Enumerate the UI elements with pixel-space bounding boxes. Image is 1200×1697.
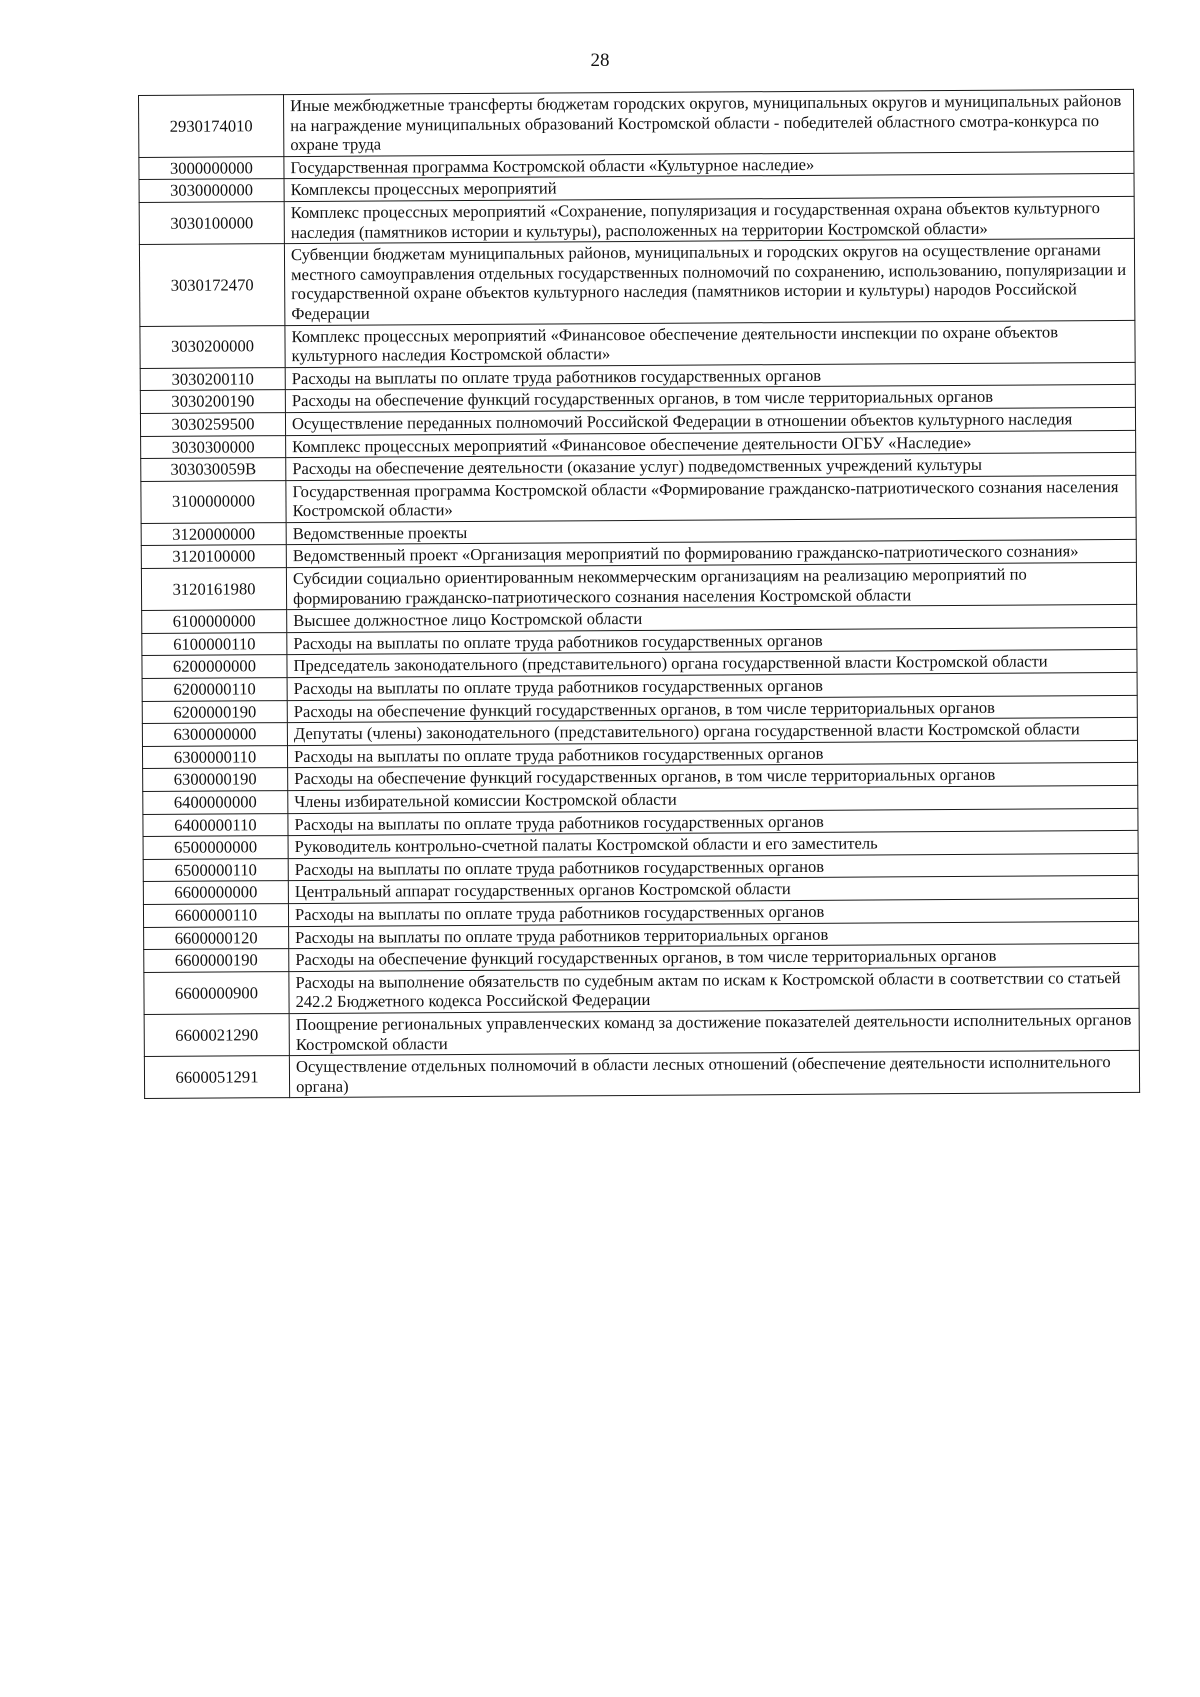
table-row [141, 475, 1136, 523]
row-code: 6200000190 [142, 700, 287, 723]
row-code: 3030000000 [139, 179, 284, 202]
row-code: 6400000110 [143, 813, 288, 836]
row-code: 3120100000 [141, 545, 286, 568]
row-code: 3030200110 [140, 367, 285, 390]
row-description: Расходы на выплаты по оплате труда работников государственных органов [285, 362, 1135, 390]
row-code: 6600000110 [143, 904, 288, 927]
table-row [139, 89, 1134, 157]
row-description: Центральный аппарат государственных органов Костромской области [288, 876, 1138, 904]
row-description: Руководитель контрольно-счетной палаты Костромской области и его заместитель [288, 831, 1138, 859]
row-code: 303030059В [141, 458, 286, 481]
row-code: 6300000000 [142, 723, 287, 746]
row-description: Комплекс процессных мероприятий «Финансовое обеспечение деятельности ОГБУ «Наследие» [286, 430, 1136, 458]
row-description: Расходы на выплаты по оплате труда работников государственных органов [288, 808, 1138, 836]
row-description: Расходы на выплаты по оплате труда работников государственных органов [288, 853, 1138, 881]
row-description: Депутаты (члены) законодательного (представительного) органа государственной власти Костромской области [287, 718, 1137, 746]
row-code: 6300000110 [142, 745, 287, 768]
row-code: 6600000900 [144, 971, 289, 1014]
page-number: 28 [590, 50, 610, 71]
row-code: 6200000110 [142, 678, 287, 701]
row-description: Комплекс процессных мероприятий «Сохранение, популяризация и государственная охрана объектов культурного наследия (памятников истории и культуры), расположенных на территории Костромской области» [284, 196, 1134, 243]
row-code: 3030100000 [139, 202, 284, 245]
row-code: 3030300000 [141, 435, 286, 458]
row-code: 6500000000 [143, 836, 288, 859]
row-description: Расходы на выплаты по оплате труда работников государственных органов [287, 627, 1137, 655]
row-code: 3030259500 [140, 413, 285, 436]
row-description: Расходы на обеспечение функций государственных органов, в том числе территориальных органов [287, 695, 1137, 723]
table-row [139, 196, 1134, 244]
row-description: Расходы на выплаты по оплате труда работников государственных органов [287, 740, 1137, 768]
row-description: Расходы на обеспечение функций государственных органов, в том числе территориальных органов [288, 763, 1138, 791]
row-description: Субвенции бюджетам муниципальных районов, муниципальных и городских округов на осуществление органами местного самоуправления отдельных государственных полномочий по сохранению, использованию, популяризации и государственной охране объектов культурного наследия (памятников истории и культуры) народов Российской Федерации [284, 239, 1134, 326]
row-description: Осуществление переданных полномочий Российской Федерации в отношении объектов культурного наследия [285, 407, 1135, 435]
row-code: 3030200190 [140, 390, 285, 413]
row-description: Субсидии социально ориентированным некоммерческим организациям на реализацию мероприятий по формированию гражданско-патриотического сознания населения Костромской области [286, 562, 1136, 609]
row-description: Высшее должностное лицо Костромской области [287, 605, 1137, 633]
table-body [139, 89, 1140, 1098]
row-description: Расходы на обеспечение функций государственных органов, в том числе территориальных органов [285, 385, 1135, 413]
row-description: Поощрение региональных управленческих команд за достижение показателей деятельности исполнительных органов Костромской области [289, 1008, 1139, 1055]
row-description: Иные межбюджетные трансферты бюджетам городских округов, муниципальных округов и муниципальных районов на награждение муниципальных образований Костромской области - победителей областного смотра-конкурса по охране труда [284, 89, 1134, 156]
row-description: Государственная программа Костромской области «Культурное наследие» [284, 151, 1134, 179]
row-description: Ведомственный проект «Организация мероприятий по формированию гражданско-патриотического сознания» [286, 540, 1136, 568]
row-code: 3120000000 [141, 522, 286, 545]
table-row [140, 320, 1135, 368]
row-code: 3030172470 [139, 244, 284, 326]
row-code: 6400000000 [143, 791, 288, 814]
row-code: 6100000000 [142, 610, 287, 633]
row-code: 6600000000 [143, 881, 288, 904]
row-description: Члены избирательной комиссии Костромской области [288, 785, 1138, 813]
row-description: Государственная программа Костромской области «Формирование гражданско-патриотического сознания населения Костромской области» [286, 475, 1136, 522]
row-description: Ведомственные проекты [286, 517, 1136, 545]
table-row [141, 562, 1136, 610]
row-code: 6100000110 [142, 632, 287, 655]
row-code: 6300000190 [143, 768, 288, 791]
row-description: Расходы на выплаты по оплате труда работников государственных органов [287, 672, 1137, 700]
table-row [144, 1008, 1139, 1056]
row-code: 3100000000 [141, 480, 286, 523]
budget-codes-table [138, 89, 1140, 1099]
row-code: 6200000000 [142, 655, 287, 678]
row-description: Расходы на выполнение обязательств по судебным актам по искам к Костромской области в соответствии со статьей 242.2 Бюджетного кодекса Российской Федерации [289, 966, 1139, 1013]
row-description: Расходы на выплаты по оплате труда работников государственных органов [288, 898, 1138, 926]
row-code: 3120161980 [141, 568, 286, 611]
row-description: Расходы на обеспечение функций государственных органов, в том числе территориальных органов [289, 944, 1139, 972]
row-description: Расходы на выплаты по оплате труда работников территориальных органов [289, 921, 1139, 949]
table-row [144, 1051, 1139, 1099]
row-code: 2930174010 [139, 95, 284, 158]
row-code: 3000000000 [139, 156, 284, 179]
row-code: 6600000190 [144, 949, 289, 972]
row-description: Председатель законодательного (представительного) органа государственной власти Костромской области [287, 650, 1137, 678]
row-description: Комплексы процессных мероприятий [284, 174, 1134, 202]
row-description: Осуществление отдельных полномочий в области лесных отношений (обеспечение деятельности исполнительного органа) [289, 1051, 1139, 1098]
table-row [144, 966, 1139, 1014]
row-description: Комплекс процессных мероприятий «Финансовое обеспечение деятельности инспекции по охране объектов культурного наследия Костромской области» [285, 320, 1135, 367]
row-code: 3030200000 [140, 325, 285, 368]
row-description: Расходы на обеспечение деятельности (оказание услуг) подведомственных учреждений культуры [286, 453, 1136, 481]
table-row [139, 239, 1134, 326]
row-code: 6500000110 [143, 858, 288, 881]
row-code: 6600021290 [144, 1014, 289, 1057]
row-code: 6600051291 [144, 1056, 289, 1099]
row-code: 6600000120 [144, 926, 289, 949]
